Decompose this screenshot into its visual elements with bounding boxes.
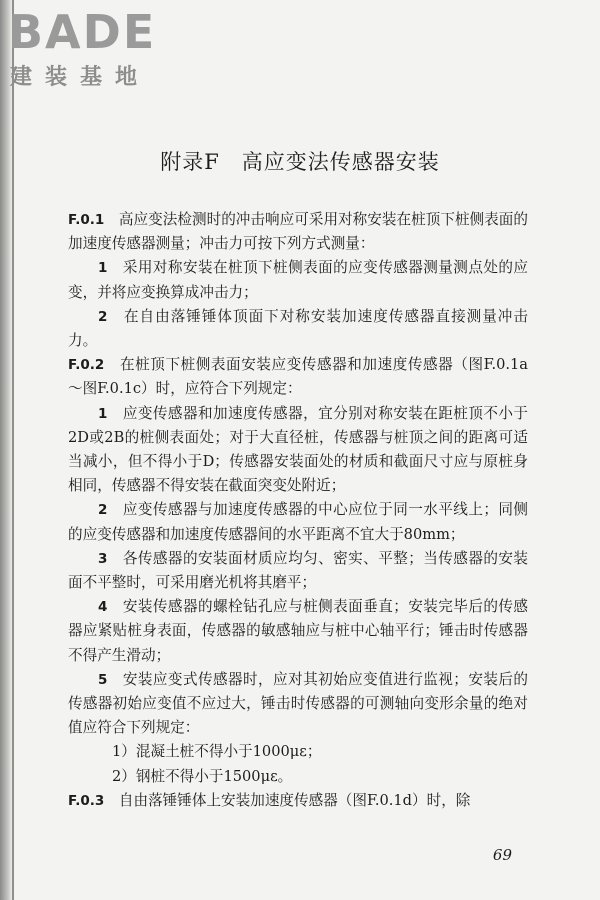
list-item [68, 740, 528, 764]
binding-edge [0, 0, 12, 900]
item-number: 5 [98, 671, 108, 688]
logo-brand: BADE [8, 5, 157, 59]
sub-item-paragraph [68, 402, 528, 499]
item-text: 钢桩不得小于1500με。 [135, 767, 293, 785]
sub-item-paragraph [68, 668, 528, 741]
item-text: 采用对称安装在桩顶下桩侧表面的应变传感器测量测点处的应变，并将应变换算成冲击力； [68, 259, 528, 301]
watermark-logo [8, 6, 178, 96]
logo-subtitle: 建装基地 [10, 65, 151, 90]
item-text: 应变传感器和加速度传感器，宜分别对称安装在距桩顶不小于2D或2B的桩侧表面处；对于大直径桩，传感器与桩顶之间的距离可适当减小，但不得小于D；传感器安装面处的材质和截面尺寸应与原桩身相同，传感器不得安装在截面突变处附近； [68, 404, 528, 495]
item-number: 1） [112, 743, 136, 761]
item-text: 高应变法检测时的冲击响应可采用对称安装在桩顶下桩侧表面的加速度传感器测量；冲击力可按下列方式测量： [68, 211, 528, 253]
item-text: 在桩顶下桩侧表面安装应变传感器和加速度传感器（图F.0.1a～图F.0.1c）时，应符合下列规定： [68, 356, 528, 398]
binding-line [12, 0, 14, 900]
item-number: F.0.3 [68, 792, 105, 809]
item-text: 安装传感器的螺栓钻孔应与桩侧表面垂直；安装完毕后的传感器应紧贴桩身表面，传感器的敏感轴应与桩中心轴平行；锤击时传感器不得产生滑动； [68, 598, 528, 664]
list-item [68, 765, 528, 789]
clause-paragraph [68, 208, 528, 256]
item-number: 2 [98, 502, 108, 519]
item-number: 4 [98, 599, 108, 616]
item-text: 混凝土桩不得小于1000με； [135, 743, 322, 761]
sub-item-paragraph [68, 498, 528, 546]
item-number: F.0.2 [68, 357, 105, 374]
page-title: 附录F 高应变法传感器安装 [160, 150, 440, 174]
item-number: 1 [98, 260, 108, 277]
item-text: 自由落锤锤体上安装加速度传感器（图F.0.1d）时，除 [118, 791, 471, 809]
item-number: 1 [98, 405, 108, 422]
item-number: 2） [112, 767, 136, 785]
page-number: 69 [492, 846, 512, 864]
sub-item-paragraph [68, 256, 528, 304]
item-text: 应变传感器与加速度传感器的中心应位于同一水平线上；同侧的应变传感器和加速度传感器间的水平距离不宜大于80mm； [68, 501, 528, 543]
item-text: 安装应变式传感器时，应对其初始应变值进行监视；安装后的传感器初始应变值不应过大，锤击时传感器的可测轴向变形余量的绝对值应符合下列规定： [68, 670, 528, 737]
clause-paragraph [68, 353, 528, 401]
sub-item-paragraph [68, 595, 528, 668]
item-number: 3 [98, 550, 108, 567]
item-text: 各传感器的安装面材质应均匀、密实、平整；当传感器的安装面不平整时，可采用磨光机将其磨平； [68, 549, 528, 592]
sub-item-paragraph [68, 305, 528, 353]
clause-paragraph [68, 789, 528, 813]
item-number: 2 [98, 308, 108, 325]
document-body [68, 208, 528, 813]
item-number: F.0.1 [68, 212, 105, 228]
sub-item-paragraph [68, 547, 528, 595]
item-text: 在自由落锤锤体顶面下对称安装加速度传感器直接测量冲击力。 [68, 307, 528, 350]
